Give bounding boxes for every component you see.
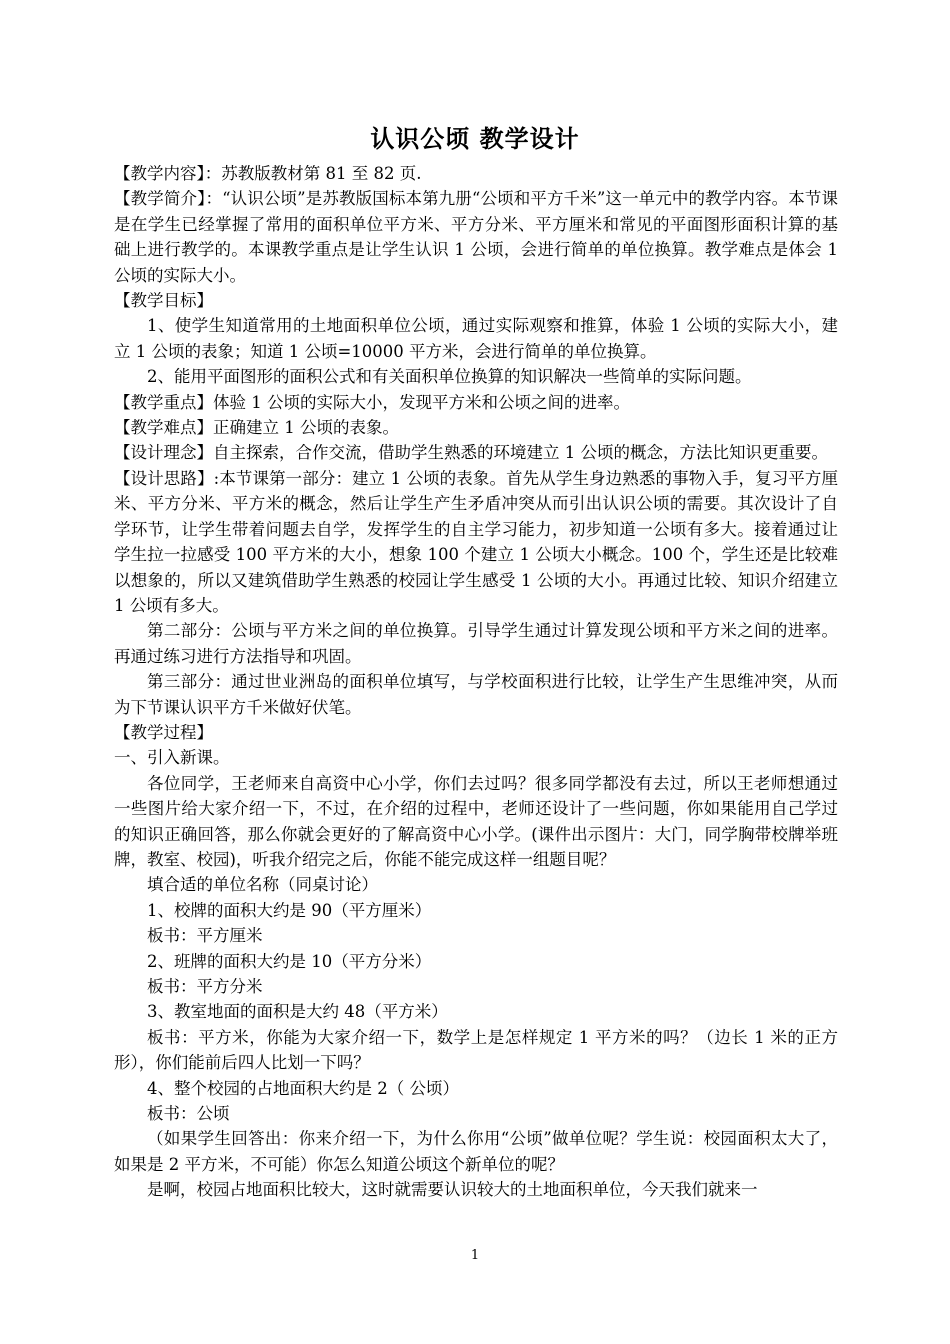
page-number: 1: [470, 1248, 480, 1263]
paragraph: 各位同学，王老师来自高资中心小学，你们去过吗？很多同学都没有去过，所以王老师想通过一些图片给大家介绍一下，不过，在介绍的过程中，老师还设计了一些问题，你如果能用自己学过的知识正确回答，那么你就会更好的了解高资中心小学。(课件出示图片：大门，同学胸带校牌举班牌，教室、校园)，听我介绍完之后，你能不能完成这样一组题目呢？: [114, 773, 838, 869]
paragraph: 【教学简介】：“认识公顷”是苏教版国标本第九册“公顷和平方千米”这一单元中的教学内容。本节课是在学生已经掌握了常用的面积单位平方米、平方分米、平方厘米和常见的平面图形面积计算的基础上进行教学的。本课教学重点是让学生认识 1 公顷，会进行简单的单位换算。教学难点是体会 1 公顷的实际大小。: [114, 189, 838, 285]
paragraph: 1、使学生知道常用的土地面积单位公顷，通过实际观察和推算，体验 1 公顷的实际大小，建立 1 公顷的表象；知道 1 公顷=10000 平方米，会进行简单的单位换算。: [114, 316, 838, 361]
paragraph: 板书：平方米，你能为大家介绍一下，数学上是怎样规定 1 平方米的吗？（边长 1 米的正方形），你们能前后四人比划一下吗？: [114, 1027, 838, 1073]
paragraph: 第三部分：通过世业洲岛的面积单位填写，与学校面积进行比较，让学生产生思维冲突，从而为下节课认识平方千米做好伏笔。: [114, 672, 838, 717]
paragraph: 2、班牌的面积大约是 10（平方分米）: [147, 951, 432, 971]
paragraph: 【教学内容】：苏教版教材第 81 至 82 页.: [114, 164, 422, 183]
paragraph: 4、整个校园的占地面积大约是 2（ 公顷）: [147, 1078, 459, 1098]
document-title: 认识公顷 教学设计: [370, 125, 580, 153]
document-body: [114, 161, 838, 1203]
paragraph: 填合适的单位名称（同桌讨论）: [147, 875, 378, 895]
paragraph: 【设计理念】自主探索，合作交流，借助学生熟悉的环境建立 1 公顷的概念，方法比知识更重要。: [114, 443, 828, 463]
paragraph: 【教学重点】体验 1 公顷的实际大小，发现平方米和公顷之间的进率。: [114, 392, 630, 412]
paragraph: （如果学生回答出：你来介绍一下，为什么你用“公顷”做单位呢？学生说：校园面积太大了，如果是 2 平方米，不可能）你怎么知道公顷这个新单位的呢？: [114, 1129, 838, 1174]
paragraph: 【教学目标】: [114, 291, 213, 311]
paragraph: 一、引入新课。: [114, 748, 230, 768]
paragraph: 【设计思路】:本节课第一部分：建立 1 公顷的表象。首先从学生身边熟悉的事物入手，复习平方厘米、平方分米、平方米的概念，然后让学生产生矛盾冲突从而引出认识公顷的需要。其次设计了自学环节，让学生带着问题去自学，发挥学生的自主学习能力，初步知道一公顷有多大。接着通过让学生拉一拉感受 100 平方米的大小，想象 100 个建立 1 公顷大小概念。100 个，学生还是比较难以想象的，所以又建筑借助学生熟悉的校园让学生感受 1 公顷的大小。再通过比较、知识介绍建立 1 公顷有多大。: [114, 468, 838, 615]
paragraph: 板书：平方分米: [147, 977, 263, 996]
paragraph: 板书：平方厘米: [147, 926, 263, 946]
paragraph: 板书：公顷: [147, 1104, 230, 1124]
paragraph: 第二部分：公顷与平方米之间的单位换算。引导学生通过计算发现公顷和平方米之间的进率。再通过练习进行方法指导和巩固。: [114, 621, 838, 666]
paragraph: 【教学过程】: [114, 722, 213, 742]
paragraph: 3、教室地面的面积是大约 48（平方米）: [147, 1002, 448, 1022]
paragraph: 是啊，校园占地面积比较大，这时就需要认识较大的土地面积单位，今天我们就来一: [147, 1180, 758, 1200]
paragraph: 2、能用平面图形的面积公式和有关面积单位换算的知识解决一些简单的实际问题。: [147, 367, 752, 387]
paragraph: 1、校牌的面积大约是 90（平方厘米）: [147, 900, 432, 920]
paragraph: 【教学难点】正确建立 1 公顷的表象。: [114, 418, 399, 438]
